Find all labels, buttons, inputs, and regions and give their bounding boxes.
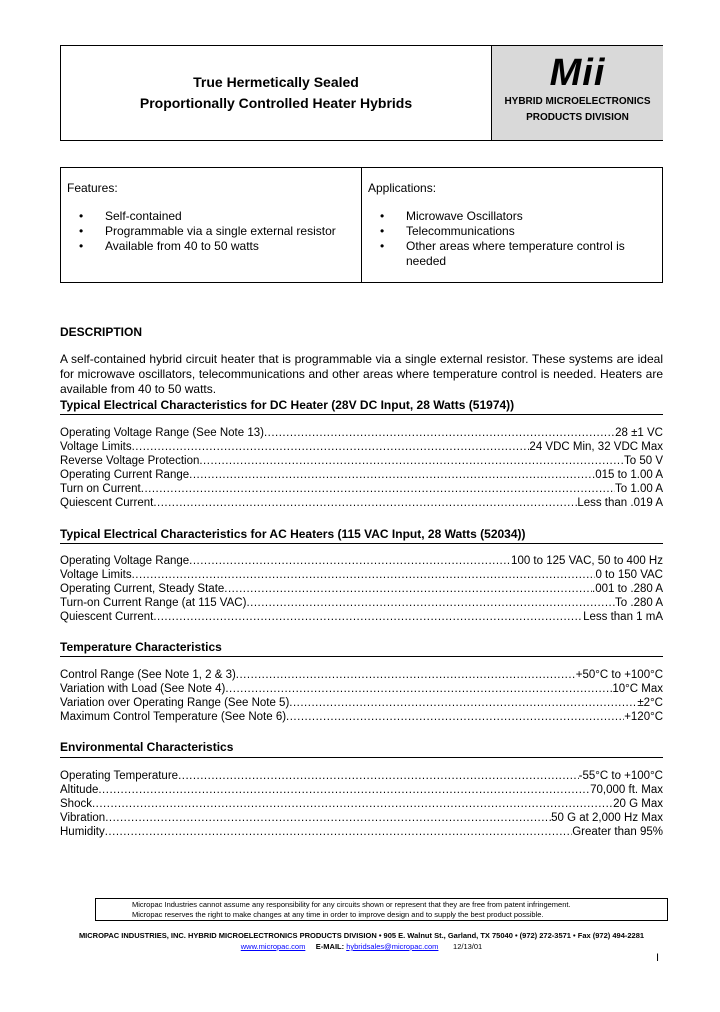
spec-value: Less than .019 A <box>577 497 663 509</box>
divider <box>60 656 663 657</box>
spec-value: 20 G Max <box>613 798 663 810</box>
leader-dots <box>105 811 551 825</box>
leader-dots <box>105 825 572 839</box>
email-label: E-MAIL: <box>315 942 345 951</box>
feature-text: Self-contained <box>105 209 182 223</box>
header-box <box>60 45 663 141</box>
bullet-icon: • <box>79 209 84 223</box>
spec-label: Operating Temperature <box>60 770 179 782</box>
spec-label: Control Range (See Note 1, 2 & 3) <box>60 669 236 681</box>
logo-subtitle-1: HYBRID MICROELECTRONICS <box>504 96 651 107</box>
spec-label: Turn on Current <box>60 483 141 495</box>
table-row <box>60 696 663 710</box>
dc-heater-heading: Typical Electrical Characteristics for DC Heater (28V DC Input, 28 Watts (51974)) <box>60 398 515 412</box>
divider <box>60 543 663 544</box>
applications-heading: Applications: <box>368 181 437 195</box>
divider <box>60 414 663 415</box>
leader-dots <box>132 440 530 454</box>
list-item <box>368 239 662 269</box>
leader-dots <box>189 468 592 482</box>
leader-dots <box>189 554 511 568</box>
company-logo <box>491 46 663 140</box>
temperature-heading: Temperature Characteristics <box>60 640 222 654</box>
bullet-icon: • <box>380 224 385 238</box>
spec-value: 100 to 125 VAC, 50 to 400 Hz <box>511 555 663 567</box>
list-item <box>67 239 361 254</box>
environmental-specs <box>60 769 663 839</box>
list-item <box>67 209 361 224</box>
spec-value: 70,000 ft. Max <box>590 784 663 796</box>
spec-label: Shock <box>60 798 92 810</box>
spec-label: Voltage Limits <box>60 569 132 581</box>
spec-value: -55°C to +100°C <box>578 770 663 782</box>
leader-dots <box>141 482 615 496</box>
spec-value: 50 G at 2,000 Hz Max <box>551 812 663 824</box>
bullet-icon: • <box>79 239 84 253</box>
bullet-icon: • <box>380 239 385 253</box>
spec-value: 24 VDC Min, 32 VDC Max <box>529 441 663 453</box>
spec-label: Operating Current Range <box>60 469 190 481</box>
table-row <box>60 440 663 454</box>
leader-dots <box>92 797 613 811</box>
website-link[interactable]: www.micropac.com <box>240 942 306 951</box>
table-row <box>60 610 663 624</box>
disclaimer-box <box>95 898 668 921</box>
table-row <box>60 682 663 696</box>
spec-value: To 1.00 A <box>615 483 663 495</box>
disclaimer-line-2: Micropac reserves the right to make changes at any time in order to improve design and to supply the best product possible. <box>132 910 544 919</box>
spec-value: .015 to 1.00 A <box>592 469 663 481</box>
table-row <box>60 454 663 468</box>
spec-label: Variation over Operating Range (See Note 5) <box>60 697 290 709</box>
leader-dots <box>286 710 624 724</box>
features-heading: Features: <box>67 181 118 195</box>
dc-heater-specs <box>60 426 663 510</box>
page-marker: I <box>656 952 660 964</box>
leader-dots <box>132 568 596 582</box>
divider <box>60 757 663 758</box>
spec-label: Operating Current, Steady State <box>60 583 225 595</box>
leader-dots <box>224 582 592 596</box>
bullet-icon: • <box>79 224 84 238</box>
spec-value: 0 to 150 VAC <box>595 569 663 581</box>
table-row <box>60 568 663 582</box>
applications-column <box>362 168 662 282</box>
feature-text: Programmable via a single external resistor <box>105 224 336 238</box>
spec-label: Variation with Load (See Note 4) <box>60 683 226 695</box>
spec-value: Less than 1 mA <box>583 611 663 623</box>
title-line-1: True Hermetically Sealed <box>193 74 359 90</box>
application-text: Telecommunications <box>406 224 515 238</box>
application-text: Other areas where temperature control is needed <box>406 239 625 268</box>
leader-dots <box>264 426 615 440</box>
description-text: A self-contained hybrid circuit heater that is programmable via a single external resistor. These systems are ideal for microwave oscillators, telecommunications and other areas where temperature control is needed. Heaters are available from 40 to 50 watts. <box>60 352 663 396</box>
table-row <box>60 797 663 811</box>
spec-label: Humidity <box>60 826 105 838</box>
email-link[interactable]: hybridsales@micropac.com <box>346 942 439 951</box>
spec-label: Quiescent Current <box>60 611 154 623</box>
feature-text: Available from 40 to 50 watts <box>105 239 259 253</box>
spec-label: Reverse Voltage Protection <box>60 455 200 467</box>
logo-mark: Mii <box>549 52 606 94</box>
applications-list <box>368 209 662 269</box>
spec-value: To 50 V <box>624 455 663 467</box>
table-row <box>60 668 663 682</box>
ac-heaters-heading: Typical Electrical Characteristics for AC Heaters (115 VAC Input, 28 Watts (52034)) <box>60 527 526 541</box>
spec-label: Altitude <box>60 784 99 796</box>
table-row <box>60 582 663 596</box>
spec-value: Greater than 95% <box>572 826 663 838</box>
spec-label: Voltage Limits <box>60 441 132 453</box>
list-item <box>368 224 662 239</box>
table-row <box>60 426 663 440</box>
table-row <box>60 596 663 610</box>
ac-heaters-specs <box>60 554 663 624</box>
spec-value: +50°C to +100°C <box>575 669 663 681</box>
table-row <box>60 825 663 839</box>
temperature-specs <box>60 668 663 724</box>
spec-value: 10°C Max <box>612 683 663 695</box>
list-item <box>368 209 662 224</box>
footer-address: MICROPAC INDUSTRIES, INC. HYBRID MICROELECTRONICS PRODUCTS DIVISION • 905 E. Walnut St., Garland, TX 75040 • (972) 272-3571 • Fax (972) 494-2281 <box>78 931 645 940</box>
spec-label: Maximum Control Temperature (See Note 6) <box>60 711 287 723</box>
table-row <box>60 468 663 482</box>
table-row <box>60 496 663 510</box>
table-row <box>60 482 663 496</box>
title-line-2: Proportionally Controlled Heater Hybrids <box>139 95 413 111</box>
footer-contact <box>60 942 663 951</box>
spec-value: To .280 A <box>615 597 663 609</box>
spec-label: Quiescent Current <box>60 497 154 509</box>
table-row <box>60 554 663 568</box>
spec-label: Operating Voltage Range (See Note 13) <box>60 427 264 439</box>
leader-dots <box>178 769 579 783</box>
leader-dots <box>153 610 583 624</box>
disclaimer-line-1: Micropac Industries cannot assume any responsibility for any circuits shown or represent that they are free from patent infringement. <box>132 900 571 909</box>
logo-subtitle-2: PRODUCTS DIVISION <box>526 112 629 123</box>
table-row <box>60 811 663 825</box>
table-row <box>60 769 663 783</box>
features-applications-box <box>60 167 663 283</box>
features-column <box>61 168 362 282</box>
list-item <box>67 224 361 239</box>
spec-value: ±2°C <box>637 697 663 709</box>
spec-value: +120°C <box>624 711 663 723</box>
bullet-icon: • <box>380 209 385 223</box>
spec-label: Turn-on Current Range (at 115 VAC) <box>60 597 247 609</box>
document-date: 12/13/01 <box>453 942 483 951</box>
application-text: Microwave Oscillators <box>406 209 523 223</box>
description-heading: DESCRIPTION <box>60 325 143 339</box>
table-row <box>60 710 663 724</box>
features-list <box>67 209 361 254</box>
spec-label: Vibration <box>60 812 106 824</box>
leader-dots <box>236 668 576 682</box>
leader-dots <box>199 454 624 468</box>
document-title <box>61 46 491 140</box>
spec-value: .001 to .280 A <box>592 583 663 595</box>
spec-value: 28 ±1 VC <box>615 427 663 439</box>
environmental-heading: Environmental Characteristics <box>60 740 234 754</box>
leader-dots <box>289 696 637 710</box>
spec-label: Operating Voltage Range <box>60 555 190 567</box>
leader-dots <box>153 496 577 510</box>
table-row <box>60 783 663 797</box>
leader-dots <box>246 596 615 610</box>
leader-dots <box>98 783 590 797</box>
leader-dots <box>225 682 612 696</box>
